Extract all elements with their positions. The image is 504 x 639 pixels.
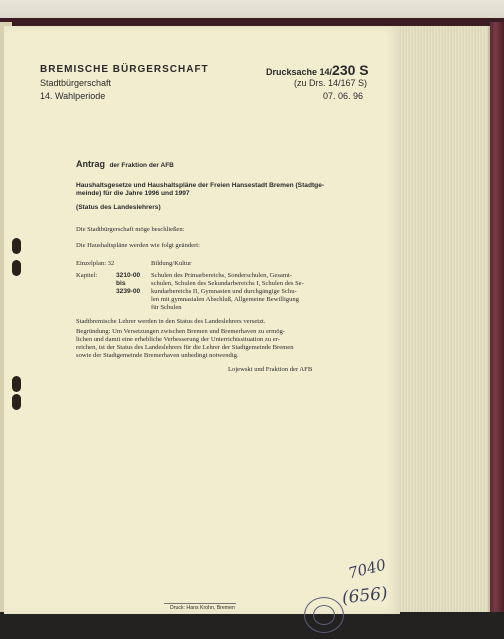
reference-drucksache: (zu Drs. 14/167 S) bbox=[294, 78, 368, 88]
footer-rule bbox=[164, 603, 236, 604]
kapitel-description-line: für Schulen bbox=[151, 304, 182, 311]
stamp-emblem bbox=[313, 605, 335, 625]
kapitel-description-line: len mit gymnasialen Abschluß, Allgemeine Bewilligung bbox=[151, 296, 299, 303]
library-stamp bbox=[304, 597, 344, 633]
motion-subject-line-2: meinde) für die Jahre 1996 und 1997 bbox=[76, 190, 190, 197]
justification-line: Begründung: Um Versetzungen zwischen Bremen und Bremerhaven zu ermög- bbox=[76, 328, 285, 335]
kapitel-description-line: kundarbereichs II, Gymnasien und durchgängige Schu- bbox=[151, 288, 297, 295]
motion-subject-note: (Status des Landeslehrers) bbox=[76, 204, 161, 211]
motion-subject-line-1: Haushaltsgesetze und Haushaltspläne der Freien Hansestadt Bremen (Stadtge- bbox=[76, 182, 325, 189]
justification-line: sowie der Stadtgemeinde Bremerhaven unbedingt notwendig. bbox=[76, 352, 239, 359]
book-cover-edge bbox=[490, 22, 504, 612]
punch-hole bbox=[12, 238, 21, 254]
scan-background-bottom bbox=[0, 612, 504, 639]
motion-title: Antrag der Fraktion der AFB bbox=[76, 159, 174, 169]
einzelplan-label: Einzelplan: 32 bbox=[76, 260, 115, 267]
handwritten-number: 7040 bbox=[346, 555, 388, 583]
printer-credit: Druck: Hans Krohn, Bremen bbox=[170, 605, 235, 611]
budget-change-intro: Die Haushaltspläne werden wie folgt geändert: bbox=[76, 242, 200, 249]
einzelplan-value: Bildung/Kultur bbox=[151, 260, 192, 267]
kapitel-code-range: bis bbox=[116, 280, 126, 287]
document-page bbox=[4, 26, 400, 614]
kapitel-label: Kapitel: bbox=[76, 272, 98, 279]
punch-hole bbox=[12, 376, 21, 392]
drucksache-number: Drucksache 14/230 S bbox=[266, 62, 369, 78]
handwritten-page-number: (656) bbox=[341, 583, 389, 609]
kapitel-code-start: 3210-00 bbox=[116, 272, 141, 279]
chamber-name: Stadtbürgerschaft bbox=[40, 78, 112, 88]
resolution-statement: Stadtbremische Lehrer werden in den Status des Landeslehrers versetzt. bbox=[76, 318, 266, 325]
legislative-period: 14. Wahlperiode bbox=[40, 91, 106, 101]
punch-hole bbox=[12, 394, 21, 410]
punch-hole bbox=[12, 260, 21, 276]
justification-line: reichen, ist der Status des Landeslehrers für die Lehrer der Stadtgemeinde Bremen bbox=[76, 344, 294, 351]
kapitel-description-line: Schulen des Primarbereichs, Sonderschulen, Gesamt- bbox=[151, 272, 292, 279]
kapitel-code-end: 3239-00 bbox=[116, 288, 141, 295]
document-date: 07. 06. 96 bbox=[323, 91, 364, 101]
kapitel-description-line: schulen, Schulen des Sekundarbereichs I, Schulen des Se- bbox=[151, 280, 304, 287]
page-stack-edge bbox=[398, 26, 490, 612]
parliament-name: BREMISCHE BÜRGERSCHAFT bbox=[40, 64, 209, 75]
resolution-intro: Die Stadtbürgerschaft möge beschließen: bbox=[76, 226, 185, 233]
signature: Lojewski und Fraktion der AFB bbox=[228, 366, 313, 373]
justification-line: lichen und damit eine erhebliche Verbesserung der Unterrichtssituation zu er- bbox=[76, 336, 280, 343]
